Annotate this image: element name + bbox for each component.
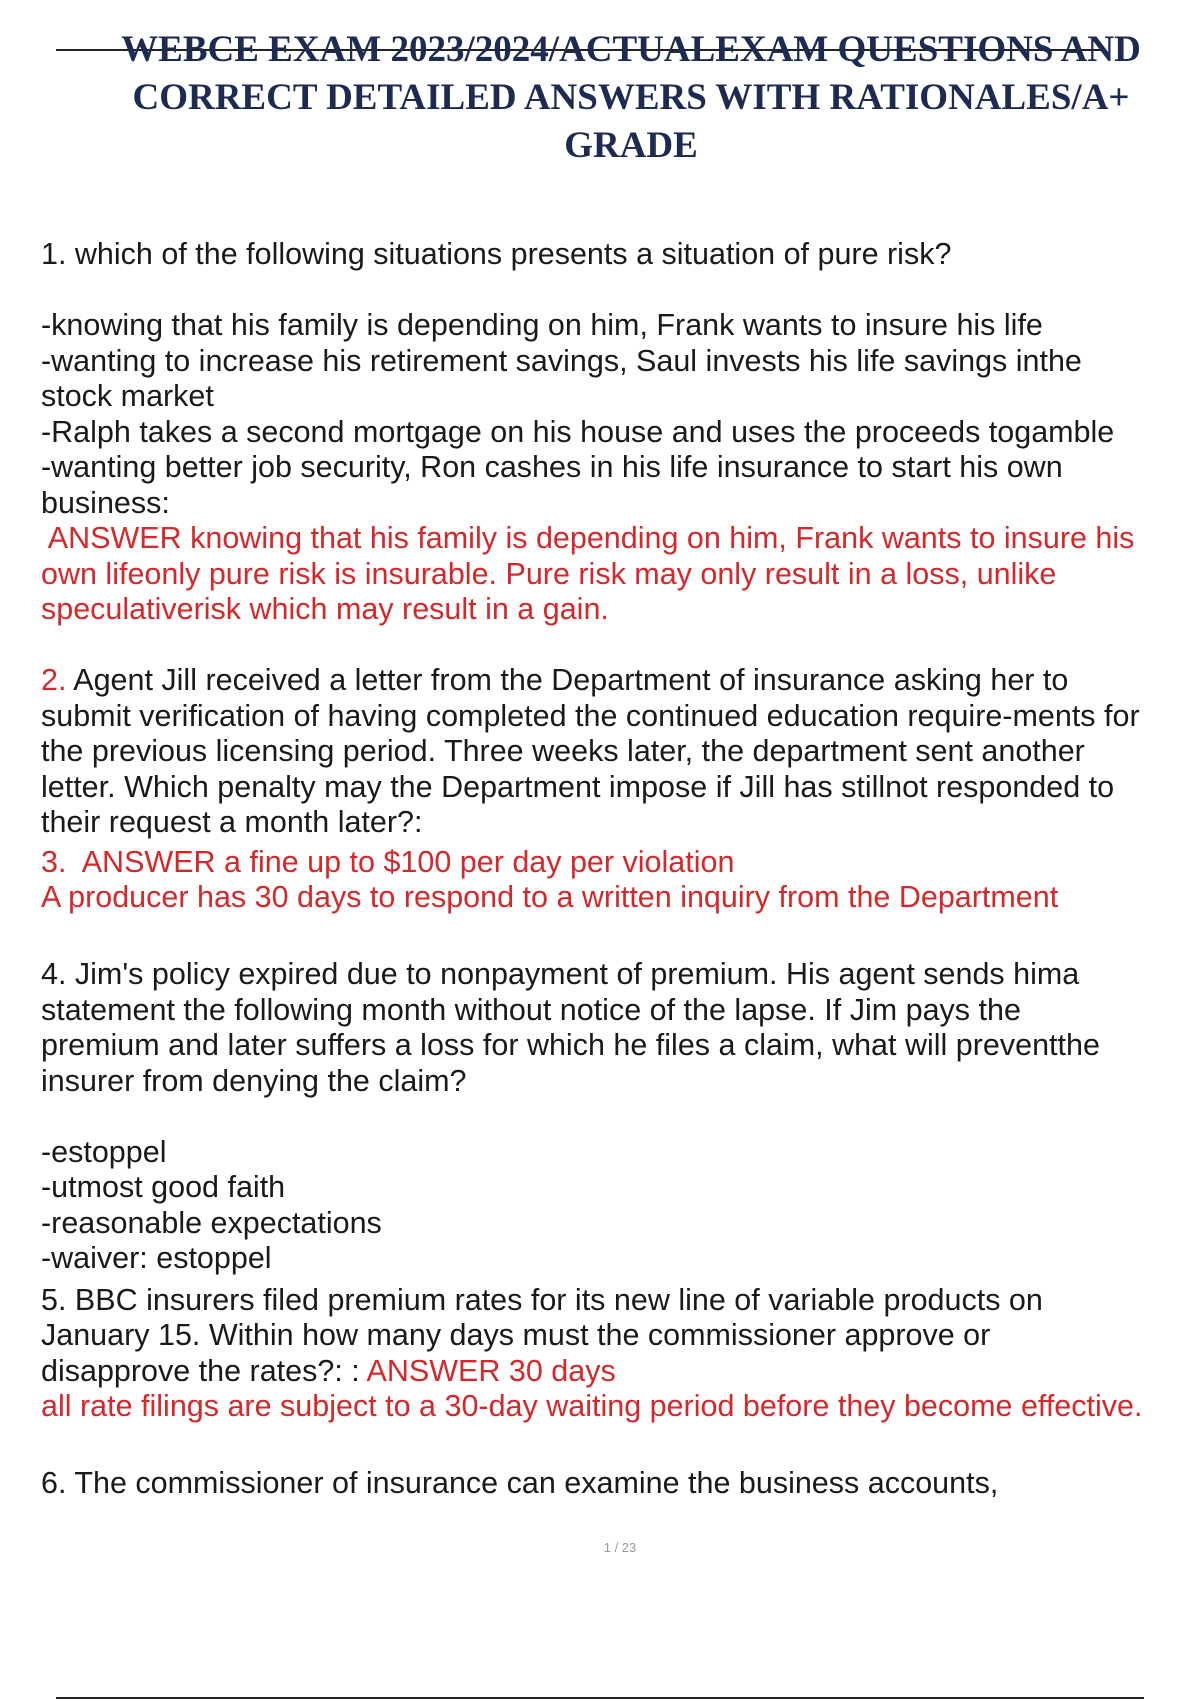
bottom-rule (56, 1697, 1144, 1699)
q2-line-2: submit verification of having completed the continued education require-ments for (41, 698, 1140, 733)
q1-option-4b: business: (41, 485, 170, 520)
q2-number: 2. (41, 663, 67, 697)
q2-line-4: letter. Which penalty may the Department impose if Jill has stillnot responded to (41, 769, 1115, 804)
q5-answer-inline: ANSWER 30 days (366, 1353, 616, 1388)
spacer (41, 916, 1200, 952)
q4-option-1: -estoppel (41, 1134, 167, 1169)
q1-answer-3: speculativerisk which may result in a gain. (41, 592, 609, 626)
q4-option-2: -utmost good faith (41, 1170, 286, 1204)
spacer (41, 273, 1200, 309)
q4-option-4: -waiver: estoppel (41, 1241, 272, 1275)
document-body (41, 237, 1200, 1502)
q2-text-1: Agent Jill received a letter from the Department of insurance asking her to (66, 663, 1069, 697)
q2-line-3: the previous licensing period. Three weeks later, the department sent another (41, 734, 1085, 768)
q1-option-3: -Ralph takes a second mortgage on his house and uses the proceeds togamble (41, 414, 1115, 449)
title-line-2: CORRECT DETAILED ANSWERS WITH RATIONALES/A+ (132, 77, 1130, 118)
q1-option-2b: stock market (41, 379, 214, 413)
q1-answer-2: own lifeonly pure risk is insurable. Pure risk may only result in a loss, unlike (41, 556, 1057, 591)
q5-line-2: January 15. Within how many days must the commissioner approve or (41, 1318, 991, 1352)
q1-answer-1: ANSWER knowing that his family is depending on him, Frank wants to insure his (41, 521, 1135, 555)
q5-line-1: 5. BBC insurers filed premium rates for its new line of variable products on (41, 1282, 1043, 1317)
q4-line-1: 4. Jim's policy expired due to nonpayment of premium. His agent sends hima (41, 957, 1080, 991)
q4-line-3: premium and later suffers a loss for which he files a claim, what will preventthe (41, 1028, 1100, 1062)
q1-option-4a: -wanting better job security, Ron cashes in his life insurance to start his own (41, 450, 1063, 484)
q1-option-2a: -wanting to increase his retirement savings, Saul invests his life savings inthe (41, 343, 1082, 378)
q2-line-5: their request a month later?: (41, 805, 423, 839)
q5-line-3 (41, 1354, 1200, 1390)
title-line-1: WEBCE EXAM 2023/2024/ACTUALEXAM QUESTIONS AND (121, 29, 1141, 70)
q3-answer-1: 3. ANSWER a fine up to $100 per day per violation (41, 844, 735, 879)
q3-answer-2: A producer has 30 days to respond to a written inquiry from the Department (41, 880, 1059, 914)
q1-question: 1. which of the following situations presents a situation of pure risk? (41, 237, 952, 271)
q1-option-1: -knowing that his family is depending on him, Frank wants to insure his life (41, 308, 1043, 342)
q4-option-3: -reasonable expectations (41, 1205, 382, 1240)
q4-line-4: insurer from denying the claim? (41, 1063, 467, 1098)
q4-line-2: statement the following month without notice of the lapse. If Jim pays the (41, 992, 1021, 1027)
q5-text-3: disapprove the rates?: : (41, 1353, 367, 1388)
spacer (41, 1099, 1200, 1135)
spacer (41, 1425, 1200, 1461)
document-title (40, 26, 1200, 170)
spacer (41, 628, 1200, 664)
q2-line-1 (41, 663, 1200, 699)
title-line-3: GRADE (564, 125, 698, 166)
q5-rationale: all rate filings are subject to a 30-day waiting period before they become effective. (41, 1389, 1143, 1423)
q6-line-1: 6. The commissioner of insurance can examine the business accounts, (41, 1466, 999, 1500)
page-number: 1 / 23 (603, 1540, 637, 1555)
